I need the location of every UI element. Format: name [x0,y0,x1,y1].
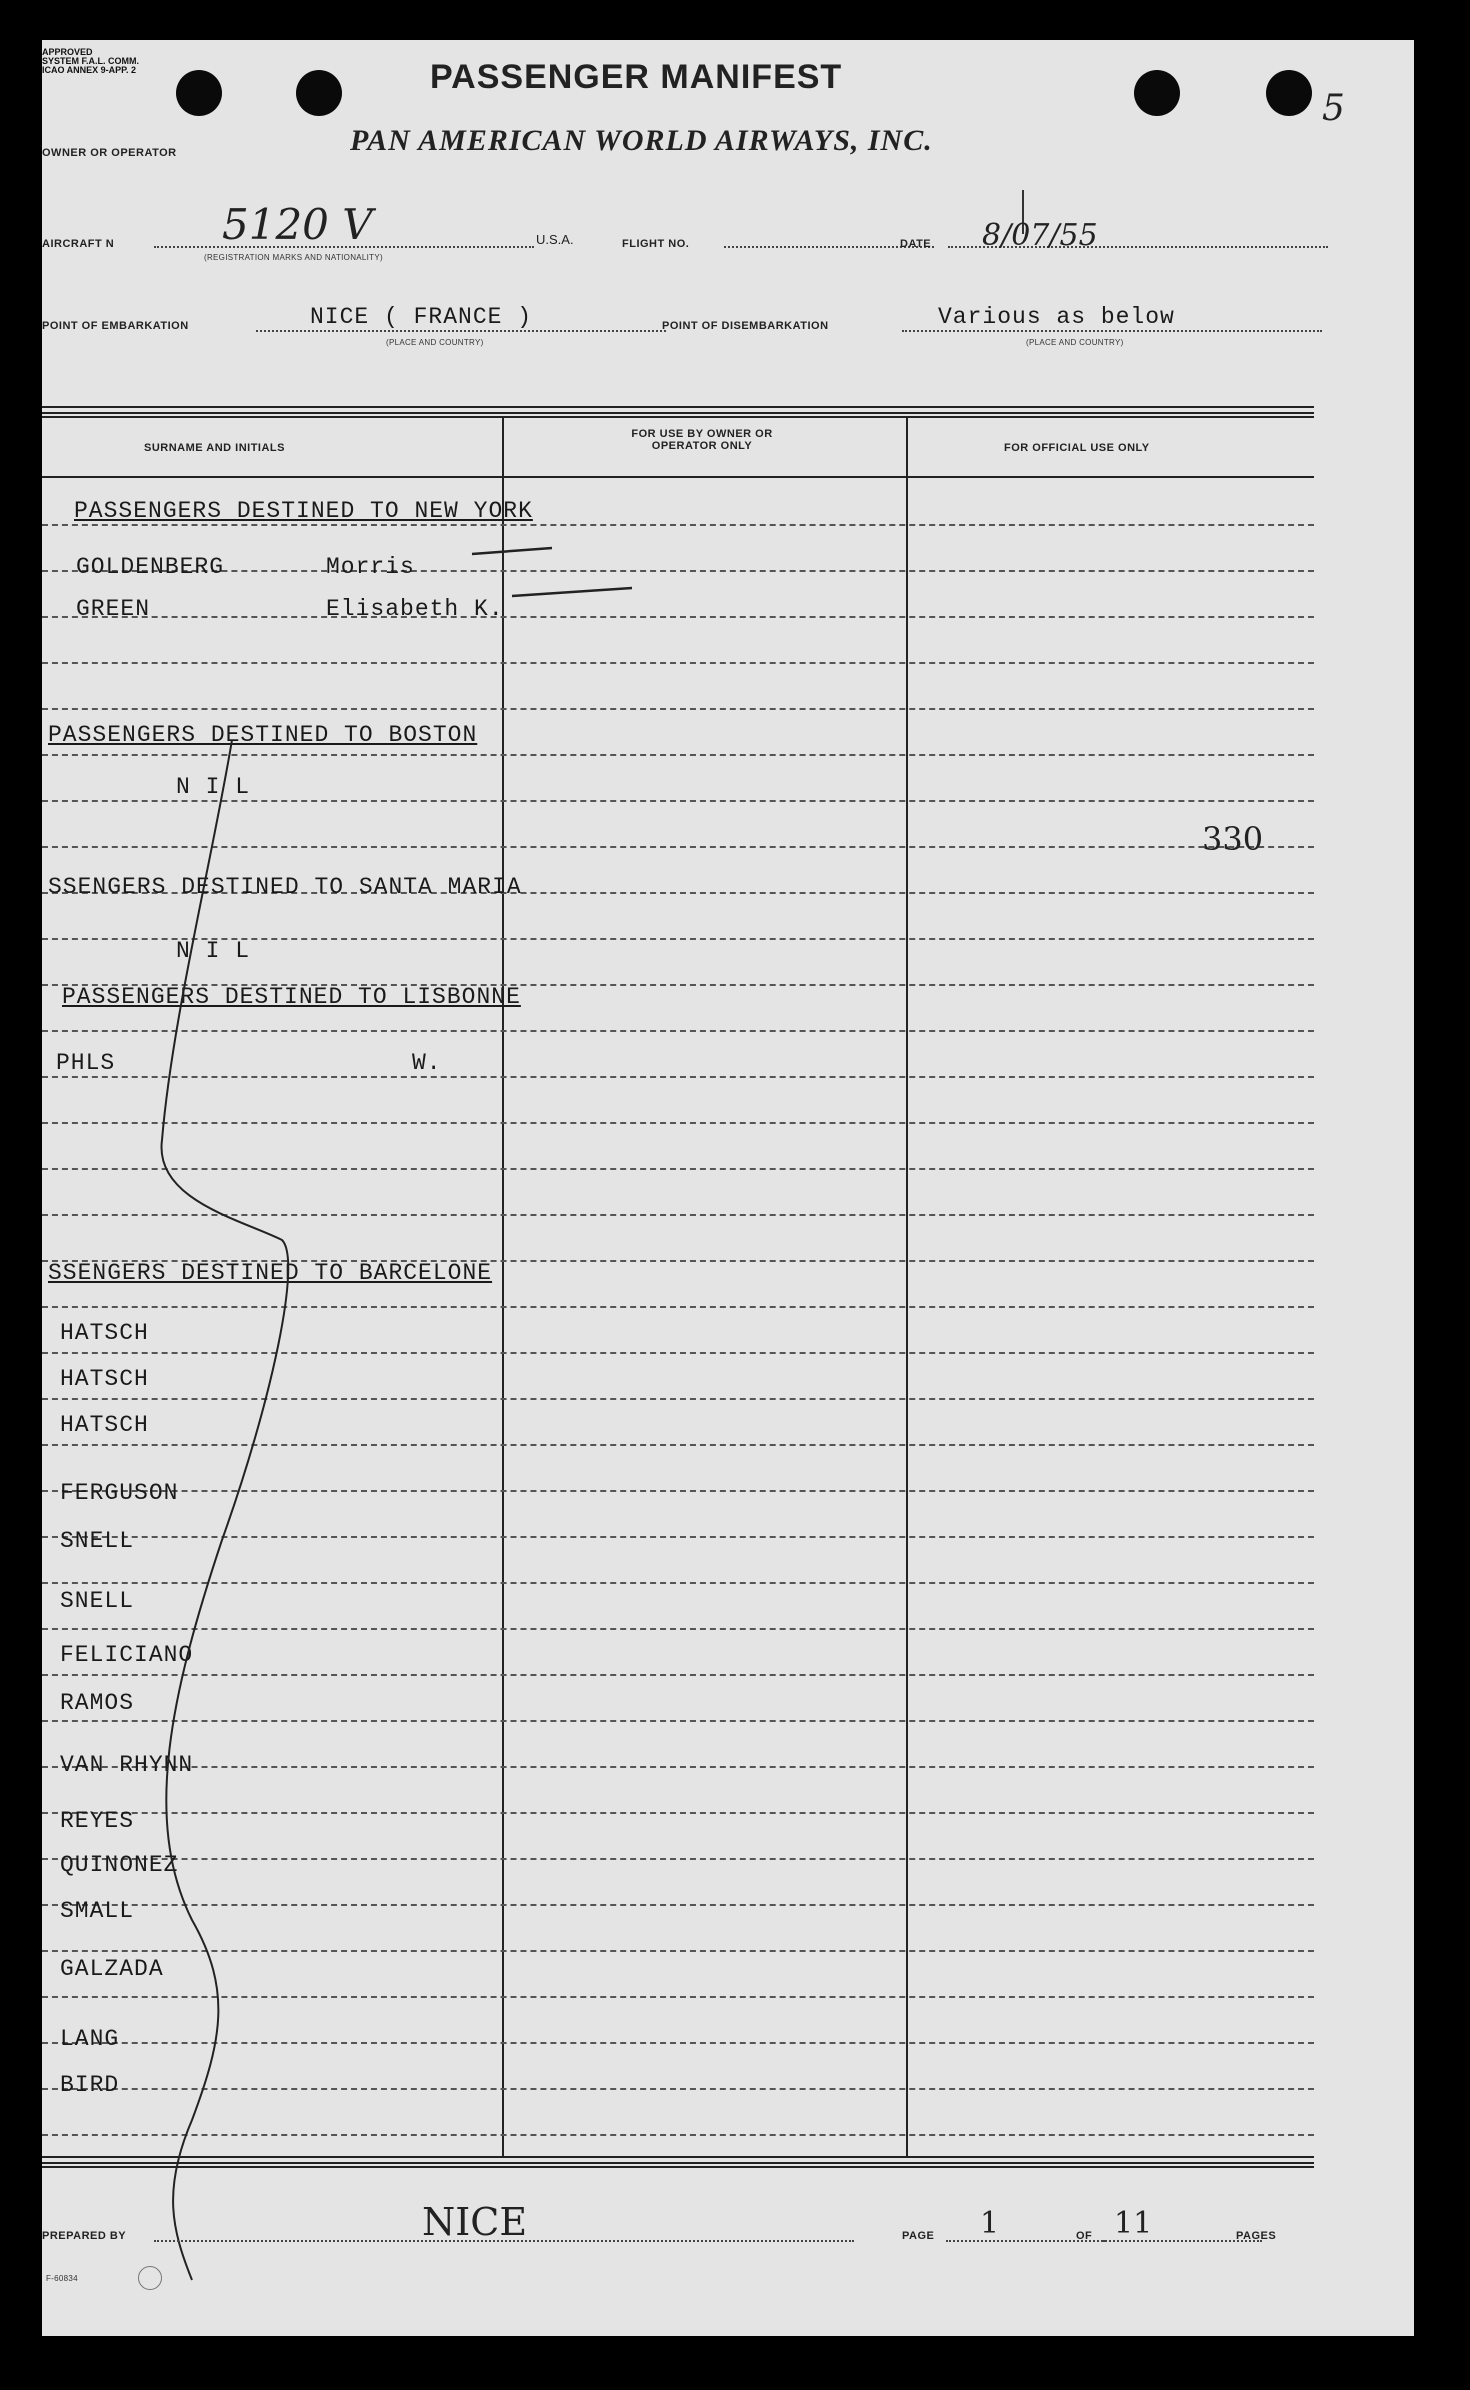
section-new-york: PASSENGERS DESTINED TO NEW YORK [74,498,533,524]
pages-label: PAGES [1236,2230,1277,2242]
passenger-surname: QUINONEZ [60,1852,179,1878]
page-label: PAGE [902,2230,935,2242]
pen-strokes [42,40,1414,2336]
embark-label: POINT OF EMBARKATION [42,320,189,332]
aircraft-value: 5120 V [222,200,373,249]
passenger-surname: GREEN [76,596,151,622]
disembark-value: Various as below [938,304,1175,330]
page-mark: 5 [1322,88,1345,129]
passenger-surname: FELICIANO [60,1642,194,1668]
section-santa-maria: SSENGERS DESTINED TO SANTA MARIA [48,874,522,900]
section-lisbonne: PASSENGERS DESTINED TO LISBONNE [62,984,521,1010]
approval-note: APPROVED SYSTEM F.A.L. COMM. ICAO ANNEX 9-APP. 2 [42,47,140,75]
section-barcelone: SSENGERS DESTINED TO BARCELONE [48,1260,493,1286]
col-surname-header: SURNAME AND INITIALS [144,442,285,454]
disembark-sub: (PLACE AND COUNTRY) [1026,338,1124,347]
manifest-page [42,40,1414,2336]
section-boston: PASSENGERS DESTINED TO BOSTON [48,722,478,748]
passenger-given: Morris [326,554,415,580]
embark-value: NICE ( FRANCE ) [310,304,533,330]
aircraft-sub: (REGISTRATION MARKS AND NATIONALITY) [204,253,383,262]
passenger-surname: LANG [60,2026,120,2052]
passenger-surname: FERGUSON [60,1480,179,1506]
aircraft-label: AIRCRAFT N [42,238,115,250]
operator-name: PAN AMERICAN WORLD AIRWAYS, INC. [350,124,933,157]
col-official-header: FOR OFFICIAL USE ONLY [1004,442,1150,454]
santa-maria-nil: N I L [176,938,251,964]
official-mark: 330 [1202,820,1264,858]
flight-label: FLIGHT NO. [622,238,690,250]
passenger-surname: RAMOS [60,1690,135,1716]
of-label: OF [1076,2230,1093,2242]
page-title: PASSENGER MANIFEST [430,58,843,96]
prepared-value: NICE [422,2200,528,2244]
passenger-surname: SMALL [60,1898,135,1924]
prepared-label: PREPARED BY [42,2230,127,2242]
passenger-surname: HATSCH [60,1412,149,1438]
passenger-surname: HATSCH [60,1320,149,1346]
passenger-surname: GOLDENBERG [76,554,225,580]
passenger-given: Elisabeth K. [326,596,504,622]
passenger-surname: GALZADA [60,1956,164,1982]
passenger-surname: REYES [60,1808,135,1834]
passenger-surname: HATSCH [60,1366,149,1392]
disembark-label: POINT OF DISEMBARKATION [662,320,829,332]
date-value: 8/07/55 [982,218,1098,253]
embark-sub: (PLACE AND COUNTRY) [386,338,484,347]
page-number: 1 [980,2206,1000,2241]
passenger-surname: BIRD [60,2072,120,2098]
passenger-surname: PHLS [56,1050,116,1076]
date-label: DATE [900,238,932,250]
form-number: F-60834 [46,2274,78,2283]
passenger-surname: SNELL [60,1588,135,1614]
boston-nil: N I L [176,774,251,800]
owner-label: OWNER OR OPERATOR [42,147,177,159]
stamp-icon [138,2266,162,2290]
passenger-surname: VAN RHYNN [60,1752,194,1778]
passenger-given: W. [412,1050,442,1076]
page-total: 11 [1114,2206,1153,2241]
usa-label: U.S.A. [536,232,574,247]
col-operator-header: FOR USE BY OWNER OR OPERATOR ONLY [631,428,773,452]
passenger-surname: SNELL [60,1528,135,1554]
